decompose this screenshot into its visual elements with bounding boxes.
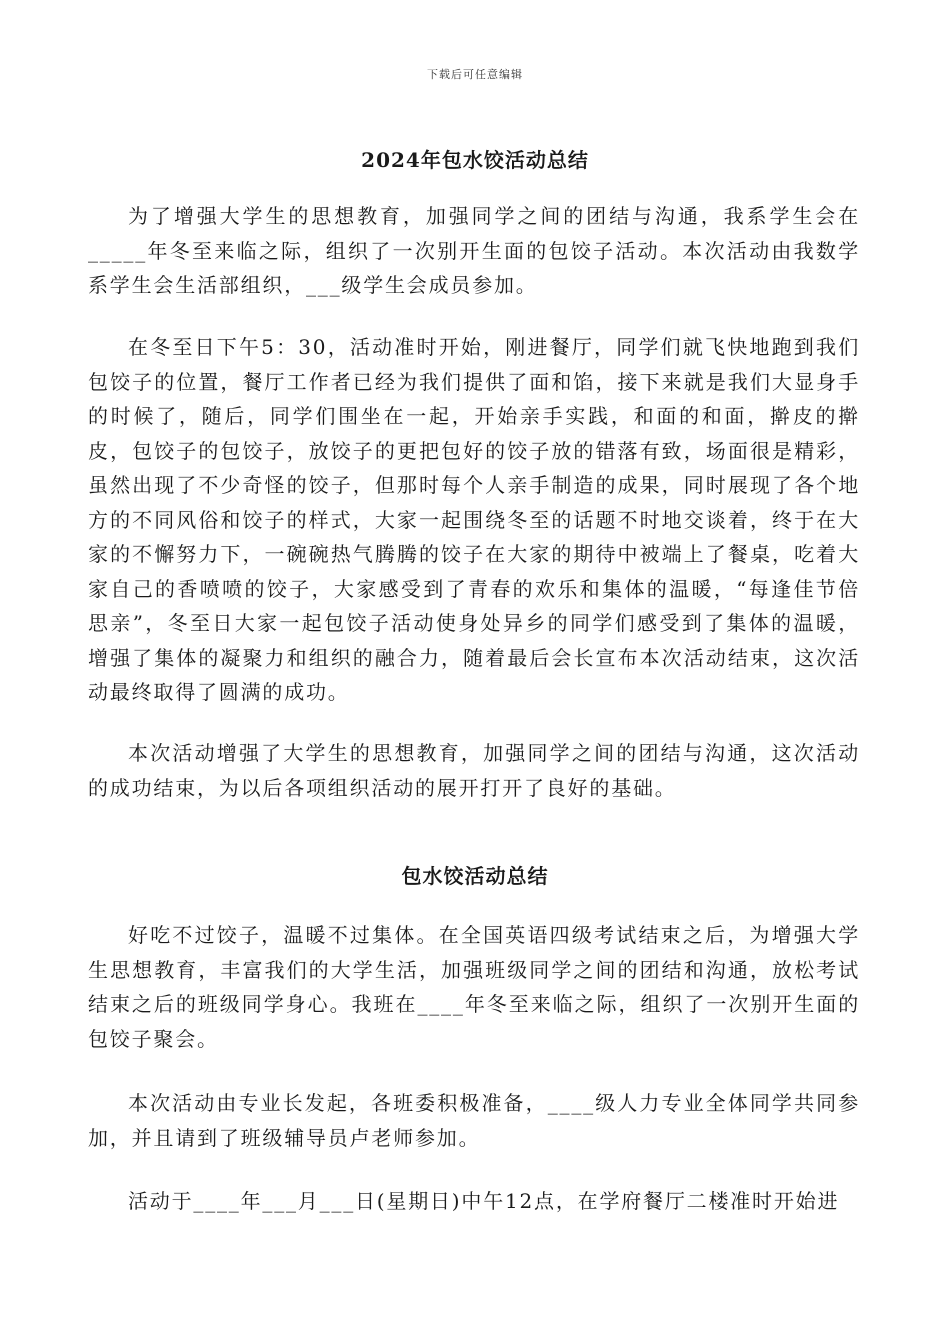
paragraph: 本次活动由专业长发起，各班委积极准备，____级人力专业全体同学共同参加，并且请到了班级辅导员卢老师参加。 [88, 1091, 860, 1150]
header-note: 下载后可任意编辑 [427, 68, 523, 81]
paragraph: 好吃不过饺子，温暖不过集体。在全国英语四级考试结束之后，为增强大学生思想教育，丰富我们的大学生活，加强班级同学之间的团结和沟通，放松考试结束之后的班级同学身心。我班在____年冬至来临之际，组织了一次别开生面的包饺子聚会。 [88, 923, 860, 1051]
paragraph: 本次活动增强了大学生的思想教育，加强同学之间的团结与沟通，这次活动的成功结束，为以后各项组织活动的展开打开了良好的基础。 [88, 741, 860, 800]
paragraph: 活动于____年___月___日(星期日)中午12点，在学府餐厅二楼准时开始进 [128, 1189, 840, 1213]
paragraph: 在冬至日下午5：30，活动准时开始，刚进餐厅，同学们就飞快地跑到我们包饺子的位置，餐厅工作者已经为我们提供了面和馅，接下来就是我们大显身手的时候了，随后，同学们围坐在一起，开始亲手实践，和面的和面，擀皮的擀皮，包饺子的包饺子，放饺子的更把包好的饺子放的错落有致，场面很是精彩，虽然出现了不少奇怪的饺子，但那时每个人亲手制造的成果，同时展现了各个地方的不同风俗和饺子的样式，大家一起围绕冬至的话题不时地交谈着，终于在大家的不懈努力下，一碗碗热气腾腾的饺子在大家的期待中被端上了餐桌，吃着大家自己的香喷喷的饺子，大家感受到了青春的欢乐和集体的温暖，“每逢佳节倍思亲”，冬至日大家一起包饺子活动使身处异乡的同学们感受到了集体的温暖，增强了集体的凝聚力和组织的融合力，随着最后会长宣布本次活动结束，这次活动最终取得了圆满的成功。 [88, 335, 860, 704]
paragraph: 为了增强大学生的思想教育，加强同学之间的团结与沟通，我系学生会在_____年冬至来临之际，组织了一次别开生面的包饺子活动。本次活动由我数学系学生会生活部组织，___级学生会成员参加。 [88, 204, 860, 297]
document-title: 2024年包水饺活动总结 [361, 148, 589, 172]
section-title: 包水饺活动总结 [401, 864, 549, 888]
